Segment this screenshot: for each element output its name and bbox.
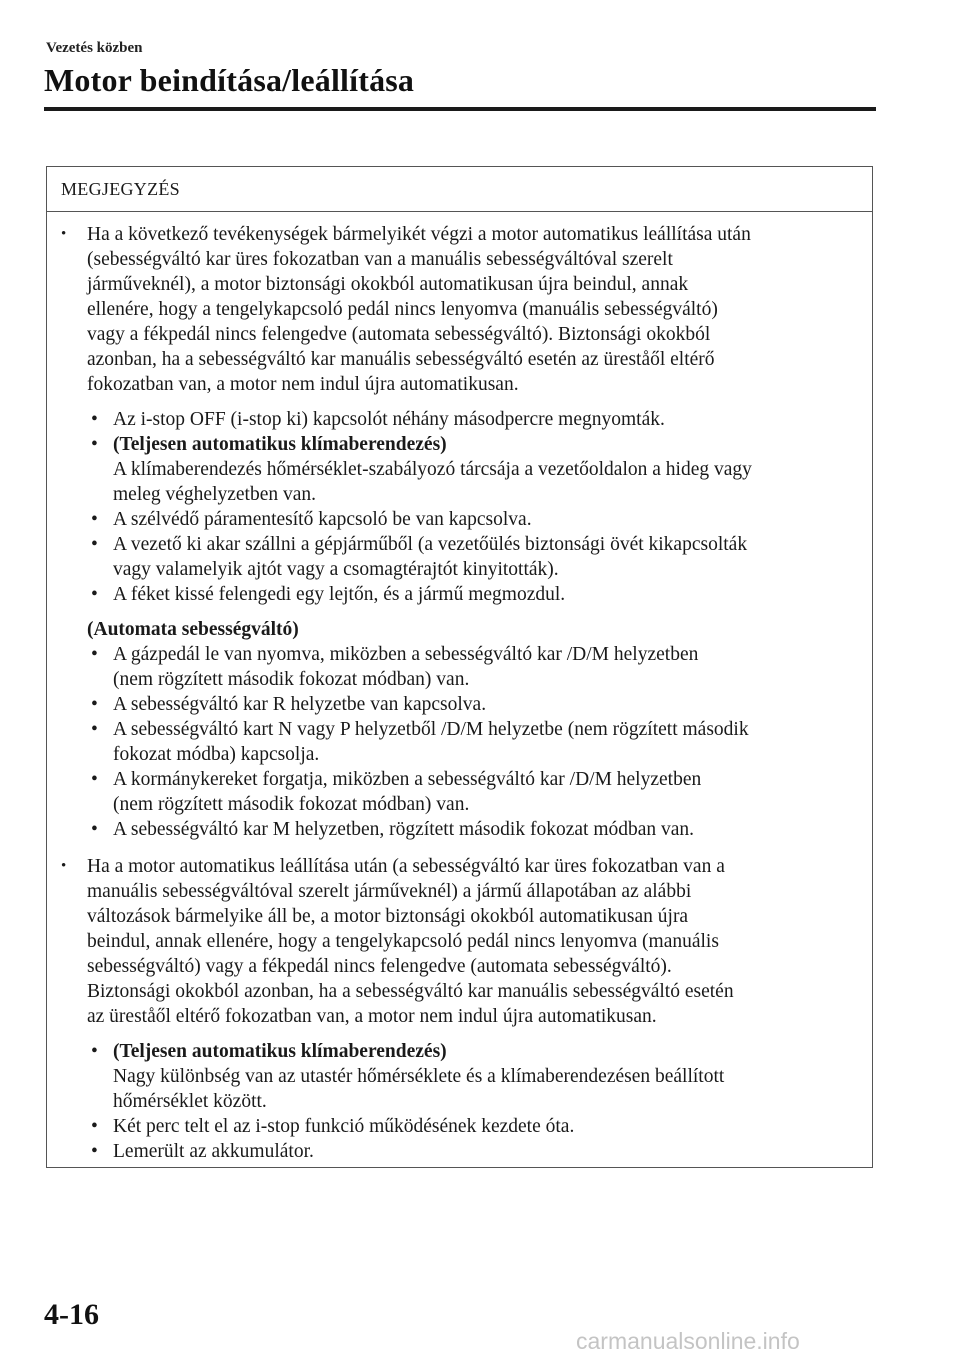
automatic-transmission-heading: (Automata sebességváltó) [87,619,299,640]
list-item-bold-heading: (Teljesen automatikus klímaberendezés) [113,1041,447,1062]
list-item-text: A féket kissé felengedi egy lejtőn, és a jármű megmozdul. [113,584,566,605]
page-title: Motor beindítása/leállítása [44,62,415,98]
list-item-text: Két perc telt el az i-stop funkció működésének kezdete óta. [113,1116,575,1137]
bullet-dot: • [91,1041,98,1062]
list-item [87,642,854,692]
list-item-text: (Teljesen automatikus klímaberendezés) A klímaberendezés hőmérséklet-szabályozó tárcsája a vezetőoldalon a hideg vagy meleg véghelyzetben van. [113,432,854,507]
list-item [87,582,854,607]
list-item [87,767,854,817]
list-item-text: A sebességváltó kart N vagy P helyzetből /D/M helyzetbe (nem rögzített második fokozat módba) kapcsolja. [113,719,749,765]
list-item [87,692,854,717]
note-heading: MEGJEGYZÉS [47,167,872,212]
list-item-bold-heading: (Teljesen automatikus klímaberendezés) [113,434,447,455]
bullet-dot: • [91,434,98,455]
list-item [87,532,854,582]
sub-list [87,1039,854,1164]
sub-list [87,407,854,607]
bullet-dot: • [61,226,67,242]
list-item-text: A vezető ki akar szállni a gépjárműből (a vezetőülés biztonsági övét kikapcsolták vagy valamelyik ajtót vagy a csomagtérajtót kinyitották). [113,534,748,580]
list-item [87,1114,854,1139]
bullet-dot: • [91,409,98,430]
list-item-text: Az i-stop OFF (i-stop ki) kapcsolót néhány másodpercre megnyomták. [113,409,665,430]
list-item-text: A szélvédő páramentesítő kapcsoló be van kapcsolva. [113,509,532,530]
list-item-text: (Teljesen automatikus klímaberendezés) Nagy különbség van az utastér hőmérséklete és a klímaberendezésen beállított hőmérséklet között. [113,1039,854,1114]
bullet-dot: • [91,534,98,555]
page-number: 4-16 [44,1298,99,1331]
bullet-dot: • [91,819,98,840]
bullet-dot: • [91,509,98,530]
list-item [87,717,854,767]
bullet-dot: • [91,584,98,605]
paragraph: Ha a következő tevékenységek bármelyikét végzi a motor automatikus leállítása után (sebességváltó kar üres fokozatban van a manuális sebességváltóval szerelt járműveknél), a motor biztonsági okokból automatikusan újra beindul, annak ellenére, hogy a tengelykapcsoló pedál nincs lenyomva (manuális sebességváltó) vagy a fékpedál nincs felengedve (automata sebességváltó). Biztonsági okokból azonban, ha a sebességváltó kar manuális sebességváltó esetén az üreståől eltérő fokozatban van, a motor nem indul újra automatikusan. [87,224,751,395]
list-item [87,1039,854,1114]
note-box [46,166,873,1168]
paragraph: Ha a motor automatikus leállítása után (a sebességváltó kar üres fokozatban van a manuális sebességváltóval szerelt járműveknél) a jármű állapotában az alábbi változások bármelyike áll be, a motor biztonsági okokból automatikusan újra beindul, annak ellenére, hogy a tengelykapcsoló pedál nincs lenyomva (manuális sebességváltó) vagy a fékpedál nincs felengedve (automata sebességváltó). Biztonsági okokból azonban, ha a sebességváltó kar manuális sebességváltó esetén az üreståől eltérő fokozatban van, a motor nem indul újra automatikusan. [87,856,734,1027]
list-item-text: Lemerült az akkumulátor. [113,1141,314,1162]
watermark: carmanualsonline.info [576,1328,800,1354]
bullet-dot: • [91,644,98,665]
title-divider [44,107,876,111]
list-item [87,407,854,432]
list-item [87,432,854,507]
list-item [87,507,854,532]
bullet-dot: • [91,1116,98,1137]
list-item [87,1139,854,1164]
note-bullet-2 [61,854,854,1029]
bullet-dot: • [91,1141,98,1162]
list-item-text: A sebességváltó kar M helyzetben, rögzített második fokozat módban van. [113,819,695,840]
list-item-text: A kormánykereket forgatja, miközben a sebességváltó kar /D/M helyzetben (nem rögzített második fokozat módban) van. [113,769,702,815]
bullet-dot: • [91,719,98,740]
list-item [87,817,854,842]
bullet-dot: • [61,858,67,874]
sub-list-automatic [87,642,854,842]
list-item-text: A gázpedál le van nyomva, miközben a sebességváltó kar /D/M helyzetben (nem rögzített második fokozat módban) van. [113,644,699,690]
section-label: Vezetés közben [46,40,143,56]
note-bullet-1 [61,222,854,397]
note-body [47,212,872,1164]
bullet-dot: • [91,769,98,790]
bullet-dot: • [91,694,98,715]
list-item-text: A sebességváltó kar R helyzetbe van kapcsolva. [113,694,487,715]
